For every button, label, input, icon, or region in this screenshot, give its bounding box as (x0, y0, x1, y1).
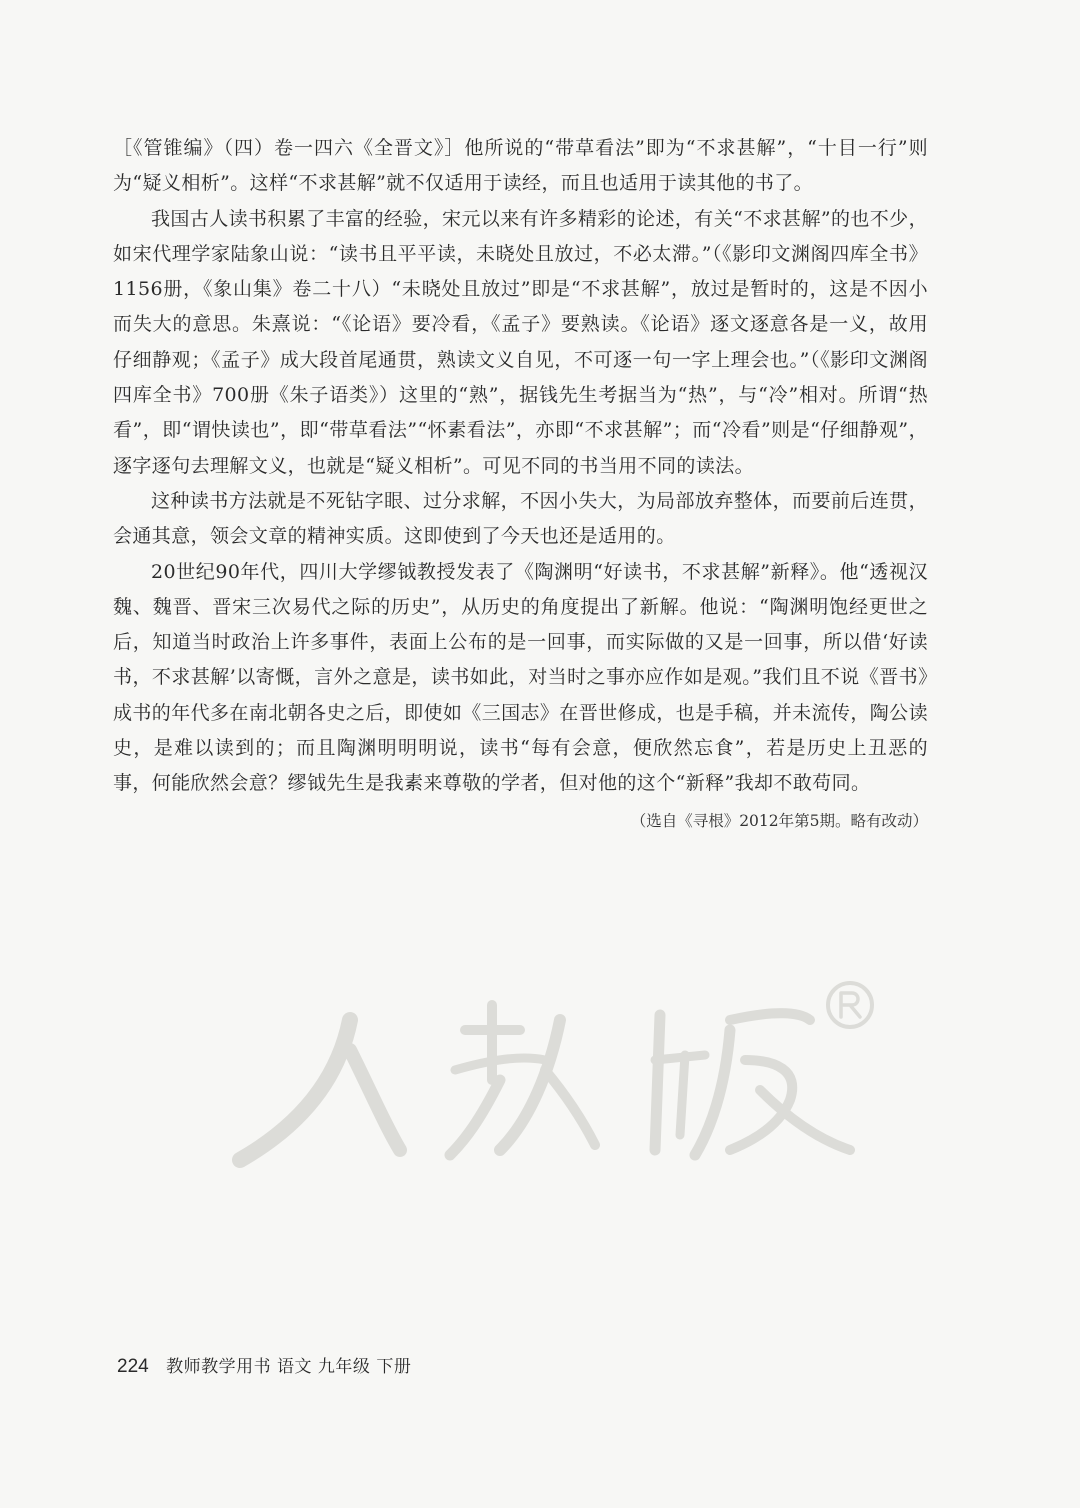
source-citation: （选自《寻根》2012年第5期。略有改动） (630, 811, 928, 830)
paragraph-2: 我国古人读书积累了丰富的经验，宋元以来有许多精彩的论述，有关“不求甚解”的也不少，如宋代理学家陆象山说：“读书且平平读，未晓处且放过，不必太滞。”（《影印文渊阁四库全书》1156册，《象山集》卷二十八）“未晓处且放过”即是“不求甚解”，放过是暂时的，这是不因小而失大的意思。朱熹说：“《论语》要冷看，《孟子》要熟读。《论语》逐文逐意各是一义，故用仔细静观；《孟子》成大段首尾通贯，熟读文义自见，不可逐一句一字上理会也。”（《影印文渊阁四库全书》700册《朱子语类》）这里的“熟”，据钱先生考据当为“热”，与“冷”相对。所谓“热看”，即“谓快读也”，即“带草看法”“怀素看法”，亦即“不求甚解”；而“冷看”则是“仔细静观”，逐字逐句去理解文义，也就是“疑义相析”。可见不同的书当用不同的读法。 (113, 207, 928, 477)
paragraph-4: 20世纪90年代，四川大学缪钺教授发表了《陶渊明“好读书，不求甚解”新释》。他“透视汉魏、魏晋、晋宋三次易代之际的历史”，从历史的角度提出了新解。他说：“陶渊明饱经更世之后，知道当时政治上许多事件，表面上公布的是一回事，而实际做的又是一回事，所以借‘好读书，不求甚解’以寄慨，言外之意是，读书如此，对当时之事亦应作如是观。”我们且不说《晋书》成书的年代多在南北朝各史之后，即使如《三国志》在晋世修成，也是手稿，并未流传，陶公读史，是难以读到的；而且陶渊明明明说，读书“每有会意，便欣然忘食”，若是历史上丑恶的事，何能欣然会意？缪钺先生是我素来尊敬的学者，但对他的这个“新释”我却不敢苟同。 (113, 560, 928, 795)
paragraph-1: ［《管锥编》（四）卷一四六《全晋文》］他所说的“带草看法”即为“不求甚解”，“十目一行”则为“疑义相析”。这样“不求甚解”就不仅适用于读经，而且也适用于读其他的书了。 (113, 137, 928, 195)
page-number: 224 (117, 1356, 149, 1377)
paragraph-3: 这种读书方法就是不死钻字眼、过分求解，不因小失大，为局部放弃整体，而要前后连贯，会通其意，领会文章的精神实质。这即使到了今天也还是适用的。 (113, 489, 928, 548)
page-footer (117, 1352, 411, 1378)
book-title: 教师教学用书 语文 九年级 下册 (166, 1357, 412, 1377)
publisher-watermark-logo (200, 960, 900, 1180)
body-text (113, 131, 928, 836)
